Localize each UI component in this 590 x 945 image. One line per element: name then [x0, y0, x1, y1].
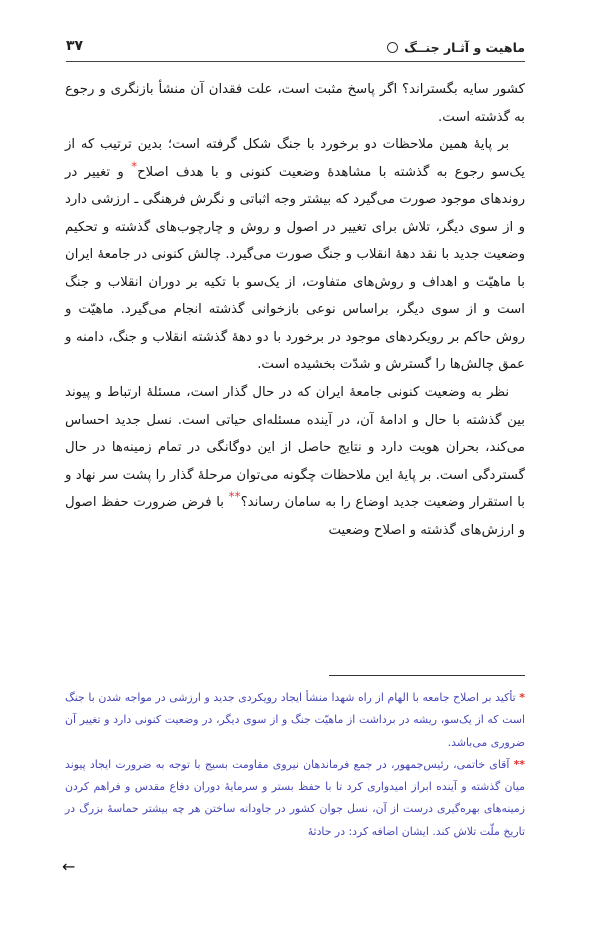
page-number: ۳۷ — [66, 38, 84, 54]
continue-arrow-icon: ← — [62, 857, 76, 876]
paragraph — [65, 379, 525, 544]
paragraph: کشور سایه بگستراند؟ اگر پاسخ مثبت است، علت فقدان آن منشأ بازنگری و رجوع به گذشته است. — [65, 82, 525, 125]
footnote — [65, 687, 525, 754]
main-text — [65, 76, 525, 544]
footnote-reference[interactable]: * — [131, 159, 138, 174]
footnote-mark: ** — [513, 757, 525, 771]
header-title — [387, 40, 525, 55]
paragraph-text: و تغییر در روندهای موجود صورت می‌گیرد که بیشتر وجه اثباتی و نگرش فرهنگی ـ ارزشی دارد و از سوی دیگر، تلاش برای تغییر در اصول و روش و چارچوب‌های گذشته و تحکیم وضعیت جدید با نقد دههٔ انقلاب و جنگ صورت می‌گیرد. چالش کنونی در جامعهٔ ایران با ماهیّت و اهداف و روش‌های متفاوت، از یک‌سو با تکیه بر دوران انقلاب و جنگ است و از سوی دیگر، براساس نوعی بازخوانی گذشته انجام می‌گیرد. ماهیّت و روش حاکم بر رویکردهای موجود در برخورد با دو دههٔ گذشته انقلاب و جنگ، دامنه و عمق چالش‌ها را گسترش و شدّت بخشیده است. — [65, 164, 525, 373]
header-title-text: ماهیت و آثـار جنــگ — [404, 40, 525, 55]
footnote-text: آقای خاتمی، رئیس‌جمهور، در جمع فرماندهان نیروی مقاومت بسیج با توجه به ضرورت ایجاد پیوند میان گذشته و آینده ابراز امیدواری کرد تا با حفظ بستر و سرمایهٔ دوران دفاع مقدس و فراهم کردن زمینه‌های بهره‌گیری درست از آن، نسل جوان کشور در جاودانه ساختن هر چه بیشتر حماسهٔ بزرگ در تاریخ ملّت تلاش کند. ایشان اضافه کرد: در حادثهٔ — [65, 757, 525, 838]
footnote-text: تأکید بر اصلاح جامعه با الهام از راه شهدا منشأ ایجاد رویکردی جدید و ارزشی در مواجه شدن با جنگ است که از یک‌سو، ریشه در برداشت از ماهیّت جنگ و از سوی دیگر، در وضعیت کنونی دارد و تغییر آن ضروری می‌باشد. — [65, 691, 525, 749]
footnote-mark: * — [519, 691, 525, 704]
footnotes — [65, 687, 525, 843]
paragraph-text: نظر به وضعیت کنونی جامعهٔ ایران که در حال گذار است، مسئلهٔ ارتباط و پیوند بین گذشته با حال و ادامهٔ آن، در آینده مسئله‌ای حیاتی است. نسل جدید احساس می‌کند، بحران هویت دارد و نتایج حاصل از این دوگانگی در تمام زمینه‌ها در حال گستردگی است. بر پایهٔ این ملاحظات چگونه می‌توان مرحلهٔ گذار را پشت سر نهاد و با استقرار وضعیت جدید اوضاع را به سامان رساند؟ — [65, 385, 525, 511]
running-header — [66, 38, 525, 62]
header-divider — [66, 61, 525, 62]
paragraph-text: با فرض ضرورت حفظ اصول و ارزش‌های گذشته و اصلاح وضعیت — [65, 495, 525, 538]
footnote-divider — [329, 675, 525, 676]
paragraph-text: بر پایهٔ همین ملاحظات دو برخورد با جنگ شکل گرفته است؛ بدین ترتیب که از یک‌سو رجوع به گذشته با مشاهدهٔ وضعیت کنونی و با هدف اصلاح — [65, 137, 525, 180]
circle-icon — [387, 42, 398, 53]
footnote — [65, 754, 525, 843]
footnote-reference[interactable]: ** — [228, 489, 241, 504]
paragraph — [65, 131, 525, 379]
